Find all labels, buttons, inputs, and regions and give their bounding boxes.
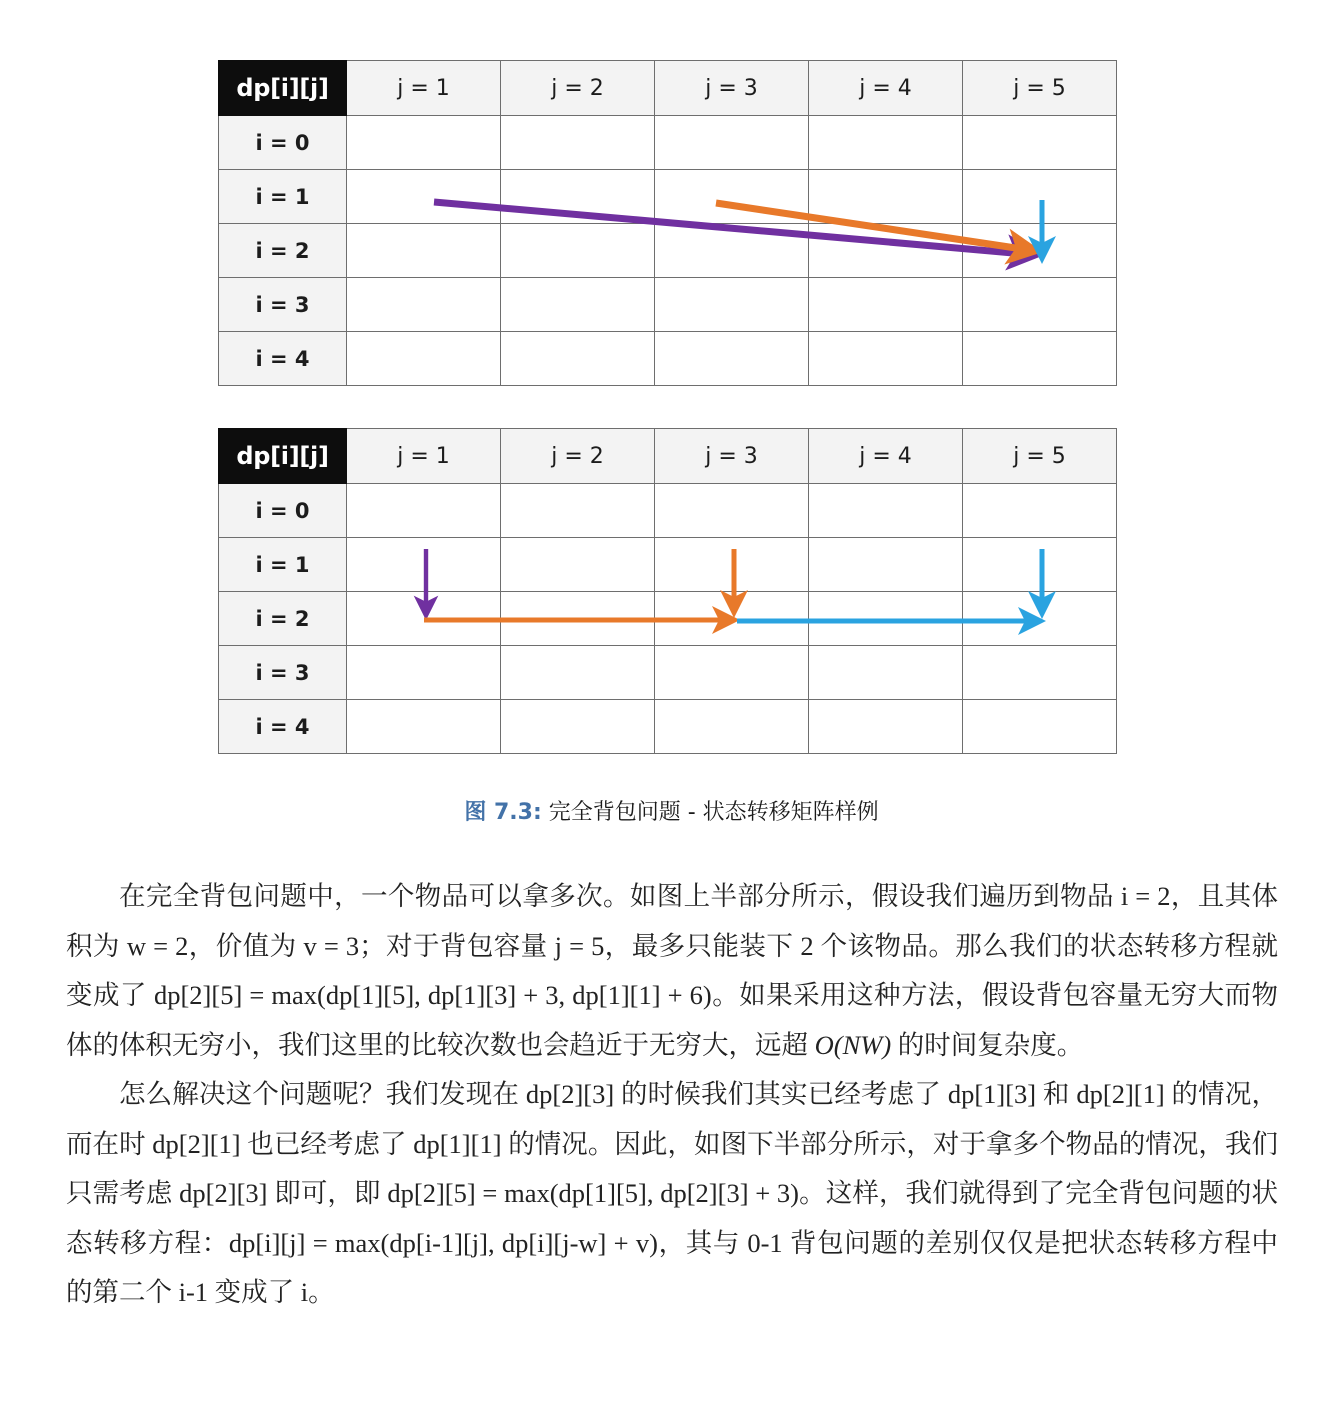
cell-i4-j4 <box>809 332 963 386</box>
paragraph-1-text: 在完全背包问题中，一个物品可以拿多次。如图上半部分所示，假设我们遍历到物品 i = 2，且其体积为 w = 2，价值为 v = 3；对于背包容量 j = 5，最多只能装下 2 个该物品。那么我们的状态转移方程就变成了 dp[2][5] = max(dp[1][5], dp[1][3] + 3, dp[1][1] + 6)。如果采用这种方法，假设背包容量无穷大而物体的体积无穷小，我们这里的比较次数也会趋近于无穷大，远超 <box>66 881 1278 1060</box>
column-header-j2: j = 2 <box>501 61 655 116</box>
cell-i1-j2 <box>501 170 655 224</box>
cell-i4-j2 <box>501 332 655 386</box>
column-header-j2: j = 2 <box>501 429 655 484</box>
cell-i0-j4 <box>809 116 963 170</box>
cell-i4-j1 <box>347 700 501 754</box>
row-header-i4: i = 4 <box>219 700 347 754</box>
table-row <box>219 224 1117 278</box>
table-corner-label: dp[i][j] <box>219 61 347 116</box>
table-row <box>219 592 1117 646</box>
body-text <box>66 872 1278 1318</box>
cell-i1-j5 <box>963 538 1117 592</box>
cell-i1-j3 <box>655 538 809 592</box>
row-header-i2: i = 2 <box>219 592 347 646</box>
dp-table-lower <box>218 428 1117 754</box>
cell-i0-j5 <box>963 484 1117 538</box>
column-header-j3: j = 3 <box>655 61 809 116</box>
cell-i2-j3 <box>655 592 809 646</box>
table-row <box>219 170 1117 224</box>
cell-i0-j3 <box>655 484 809 538</box>
cell-i1-j4 <box>809 538 963 592</box>
cell-i3-j1 <box>347 646 501 700</box>
dp-table-upper <box>218 60 1117 386</box>
cell-i0-j3 <box>655 116 809 170</box>
column-header-j4: j = 4 <box>809 61 963 116</box>
row-header-i0: i = 0 <box>219 484 347 538</box>
table-header-row <box>219 429 1117 484</box>
cell-i4-j1 <box>347 332 501 386</box>
cell-i2-j1 <box>347 224 501 278</box>
cell-i0-j4 <box>809 484 963 538</box>
table-row <box>219 332 1117 386</box>
cell-i1-j1 <box>347 170 501 224</box>
cell-i4-j5 <box>963 700 1117 754</box>
column-header-j5: j = 5 <box>963 61 1117 116</box>
row-header-i4: i = 4 <box>219 332 347 386</box>
paragraph-1 <box>66 872 1278 1070</box>
cell-i2-j4 <box>809 592 963 646</box>
figure-caption-text: 完全背包问题 - 状态转移矩阵样例 <box>541 800 879 825</box>
cell-i3-j5 <box>963 646 1117 700</box>
figure-caption-label: 图 7.3: <box>464 800 542 825</box>
row-header-i3: i = 3 <box>219 646 347 700</box>
cell-i0-j1 <box>347 484 501 538</box>
cell-i0-j2 <box>501 116 655 170</box>
cell-i2-j4 <box>809 224 963 278</box>
row-header-i1: i = 1 <box>219 538 347 592</box>
cell-i0-j5 <box>963 116 1117 170</box>
cell-i4-j4 <box>809 700 963 754</box>
paragraph-1-tail: 的时间复杂度。 <box>891 1029 1084 1060</box>
column-header-j1: j = 1 <box>347 429 501 484</box>
cell-i4-j3 <box>655 332 809 386</box>
cell-i1-j4 <box>809 170 963 224</box>
cell-i3-j2 <box>501 646 655 700</box>
cell-i3-j3 <box>655 278 809 332</box>
table-row <box>219 538 1117 592</box>
table-row <box>219 116 1117 170</box>
cell-i1-j3 <box>655 170 809 224</box>
complexity-notation: O(NW) <box>814 1029 892 1060</box>
row-header-i1: i = 1 <box>219 170 347 224</box>
row-header-i3: i = 3 <box>219 278 347 332</box>
cell-i3-j2 <box>501 278 655 332</box>
table-header-row <box>219 61 1117 116</box>
row-header-i0: i = 0 <box>219 116 347 170</box>
cell-i3-j3 <box>655 646 809 700</box>
cell-i1-j5 <box>963 170 1117 224</box>
column-header-j4: j = 4 <box>809 429 963 484</box>
paragraph-2: 怎么解决这个问题呢？我们发现在 dp[2][3] 的时候我们其实已经考虑了 dp[1][3] 和 dp[2][1] 的情况，而在时 dp[2][1] 也已经考虑了 dp[1][1] 的情况。因此，如图下半部分所示，对于拿多个物品的情况，我们只需考虑 dp[2][3] 即可，即 dp[2][5] = max(dp[1][5], dp[2][3] + 3)。这样，我们就得到了完全背包问题的状态转移方程：dp[i][j] = max(dp[i-1][j], dp[i][j-w] + v)，其与 0-1 背包问题的差别仅仅是把状态转移方程中的第二个 i-1 变成了 i。 <box>66 1079 1278 1307</box>
table-row <box>219 646 1117 700</box>
column-header-j1: j = 1 <box>347 61 501 116</box>
cell-i3-j4 <box>809 278 963 332</box>
cell-i0-j2 <box>501 484 655 538</box>
cell-i4-j5 <box>963 332 1117 386</box>
cell-i2-j2 <box>501 592 655 646</box>
cell-i0-j1 <box>347 116 501 170</box>
row-header-i2: i = 2 <box>219 224 347 278</box>
figure-caption <box>0 795 1343 826</box>
column-header-j3: j = 3 <box>655 429 809 484</box>
table-row <box>219 278 1117 332</box>
cell-i1-j1 <box>347 538 501 592</box>
cell-i2-j3 <box>655 224 809 278</box>
cell-i3-j5 <box>963 278 1117 332</box>
cell-i2-j2 <box>501 224 655 278</box>
cell-i2-j5 <box>963 224 1117 278</box>
table-corner-label: dp[i][j] <box>219 429 347 484</box>
cell-i1-j2 <box>501 538 655 592</box>
cell-i2-j5 <box>963 592 1117 646</box>
cell-i3-j4 <box>809 646 963 700</box>
table-row <box>219 484 1117 538</box>
cell-i2-j1 <box>347 592 501 646</box>
cell-i4-j3 <box>655 700 809 754</box>
cell-i3-j1 <box>347 278 501 332</box>
table-row <box>219 700 1117 754</box>
column-header-j5: j = 5 <box>963 429 1117 484</box>
cell-i4-j2 <box>501 700 655 754</box>
